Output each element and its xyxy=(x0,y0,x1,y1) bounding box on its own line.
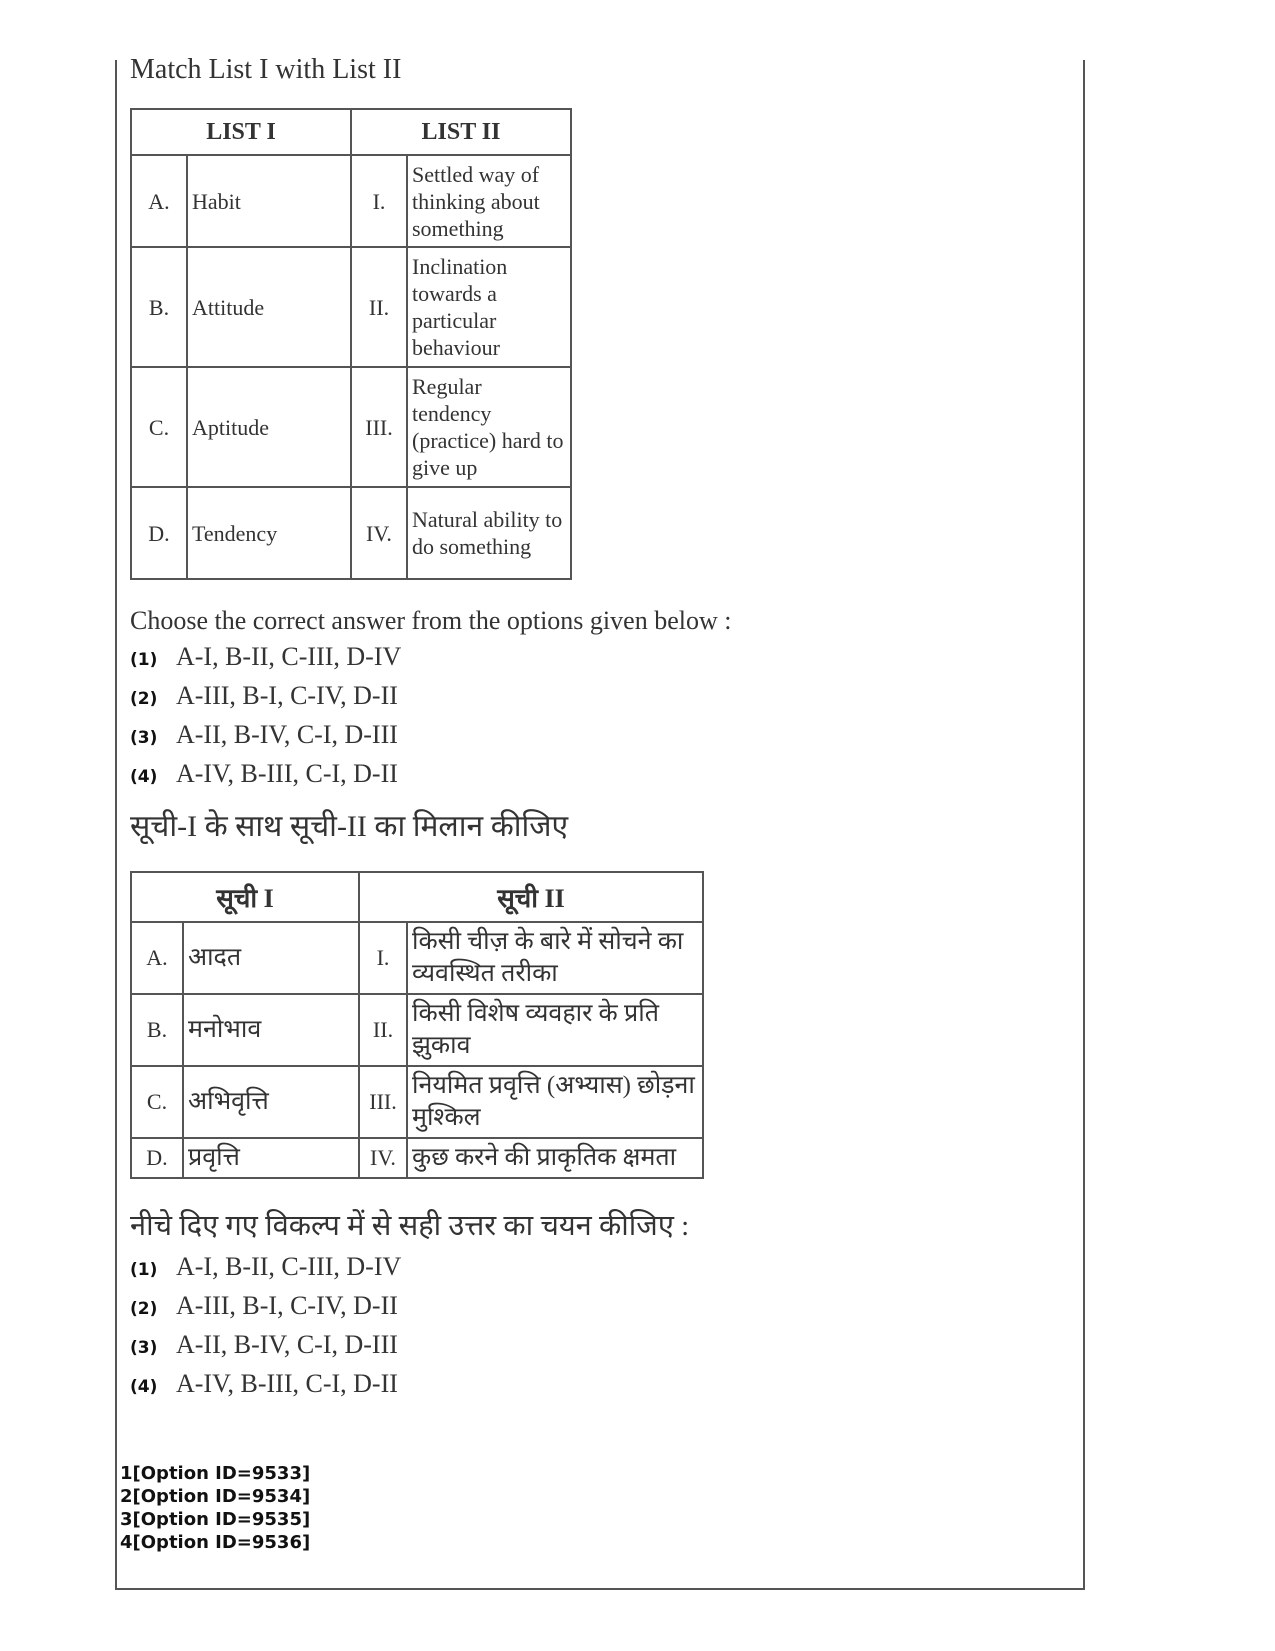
list2-header: सूची II xyxy=(359,872,703,922)
list1-label: D. xyxy=(131,1138,183,1178)
option-text: A-III, B-I, C-IV, D-II xyxy=(176,681,398,710)
list1-label: C. xyxy=(131,1066,183,1138)
option-item[interactable] xyxy=(130,642,1070,681)
list2-label: III. xyxy=(351,367,407,487)
list1-header: LIST I xyxy=(131,109,351,155)
list2-item: किसी विशेष व्यवहार के प्रति झुकाव xyxy=(407,994,703,1066)
option-text: A-I, B-II, C-III, D-IV xyxy=(176,642,402,671)
table-row xyxy=(131,994,703,1066)
option-id: 3[Option ID=9535] xyxy=(120,1509,311,1530)
option-number: (1) xyxy=(130,650,158,670)
table-row xyxy=(131,367,571,487)
option-id: 2[Option ID=9534] xyxy=(120,1486,311,1507)
option-number: (2) xyxy=(130,689,158,709)
match-table-hi xyxy=(130,871,704,1179)
option-text: A-II, B-IV, C-I, D-III xyxy=(176,720,398,749)
option-item[interactable] xyxy=(130,720,1070,759)
option-item[interactable] xyxy=(130,1291,1070,1330)
option-item[interactable] xyxy=(130,1330,1070,1369)
table-header-row xyxy=(131,109,571,155)
table-row xyxy=(131,922,703,994)
list2-item: Settled way of thinking about something xyxy=(407,155,571,247)
choose-instruction-en: Choose the correct answer from the options given below : xyxy=(130,606,732,635)
option-item[interactable] xyxy=(130,681,1070,720)
options-list-en xyxy=(130,642,1070,798)
option-number: (4) xyxy=(130,1377,158,1397)
list1-item: अभिवृत्ति xyxy=(183,1066,359,1138)
option-text: A-I, B-II, C-III, D-IV xyxy=(176,1252,402,1281)
list1-header: सूची I xyxy=(131,872,359,922)
option-id-list xyxy=(120,1462,310,1554)
choose-instruction-hi: नीचे दिए गए विकल्प में से सही उत्तर का चयन कीजिए : xyxy=(130,1210,690,1242)
list2-item: किसी चीज़ के बारे में सोचने का व्यवस्थित तरीका xyxy=(407,922,703,994)
list2-item: Inclination towards a particular behaviour xyxy=(407,247,571,367)
match-table-en xyxy=(130,108,572,580)
option-item[interactable] xyxy=(130,759,1070,798)
option-text: A-IV, B-III, C-I, D-II xyxy=(176,759,398,788)
option-text: A-II, B-IV, C-I, D-III xyxy=(176,1330,398,1359)
table-row xyxy=(131,1138,703,1178)
option-number: (2) xyxy=(130,1299,158,1319)
list1-item: Habit xyxy=(187,155,351,247)
option-id: 1[Option ID=9533] xyxy=(120,1463,311,1484)
list2-label: IV. xyxy=(351,487,407,579)
list2-label: I. xyxy=(351,155,407,247)
question-text-hi: सूची-I के साथ सूची-II का मिलान कीजिए xyxy=(130,810,569,843)
list1-label: A. xyxy=(131,155,187,247)
list1-item: Tendency xyxy=(187,487,351,579)
list1-item: प्रवृत्ति xyxy=(183,1138,359,1178)
option-number: (4) xyxy=(130,767,158,787)
table-header-row xyxy=(131,872,703,922)
list2-item: कुछ करने की प्राकृतिक क्षमता xyxy=(407,1138,703,1178)
option-number: (1) xyxy=(130,1260,158,1280)
option-text: A-IV, B-III, C-I, D-II xyxy=(176,1369,398,1398)
list1-item: Aptitude xyxy=(187,367,351,487)
list1-item: Attitude xyxy=(187,247,351,367)
option-item[interactable] xyxy=(130,1369,1070,1408)
list1-item: आदत xyxy=(183,922,359,994)
list1-item: मनोभाव xyxy=(183,994,359,1066)
options-list-hi xyxy=(130,1252,1070,1408)
list1-label: B. xyxy=(131,994,183,1066)
list1-label: A. xyxy=(131,922,183,994)
table-row xyxy=(131,155,571,247)
list2-item: Natural ability to do something xyxy=(407,487,571,579)
list2-label: III. xyxy=(359,1066,407,1138)
question-content xyxy=(130,50,1070,1408)
question-text-en: Match List I with List II xyxy=(130,54,402,85)
list2-label: II. xyxy=(359,994,407,1066)
option-number: (3) xyxy=(130,1338,158,1358)
list2-label: IV. xyxy=(359,1138,407,1178)
option-text: A-III, B-I, C-IV, D-II xyxy=(176,1291,398,1320)
list1-label: B. xyxy=(131,247,187,367)
list2-header: LIST II xyxy=(351,109,571,155)
list1-label: C. xyxy=(131,367,187,487)
list2-item: Regular tendency (practice) hard to give up xyxy=(407,367,571,487)
option-item[interactable] xyxy=(130,1252,1070,1291)
table-row xyxy=(131,1066,703,1138)
option-number: (3) xyxy=(130,728,158,748)
table-row xyxy=(131,247,571,367)
list2-label: I. xyxy=(359,922,407,994)
list2-label: II. xyxy=(351,247,407,367)
list2-item: नियमित प्रवृत्ति (अभ्यास) छोड़ना मुश्किल xyxy=(407,1066,703,1138)
table-row xyxy=(131,487,571,579)
option-id: 4[Option ID=9536] xyxy=(120,1532,311,1553)
list1-label: D. xyxy=(131,487,187,579)
